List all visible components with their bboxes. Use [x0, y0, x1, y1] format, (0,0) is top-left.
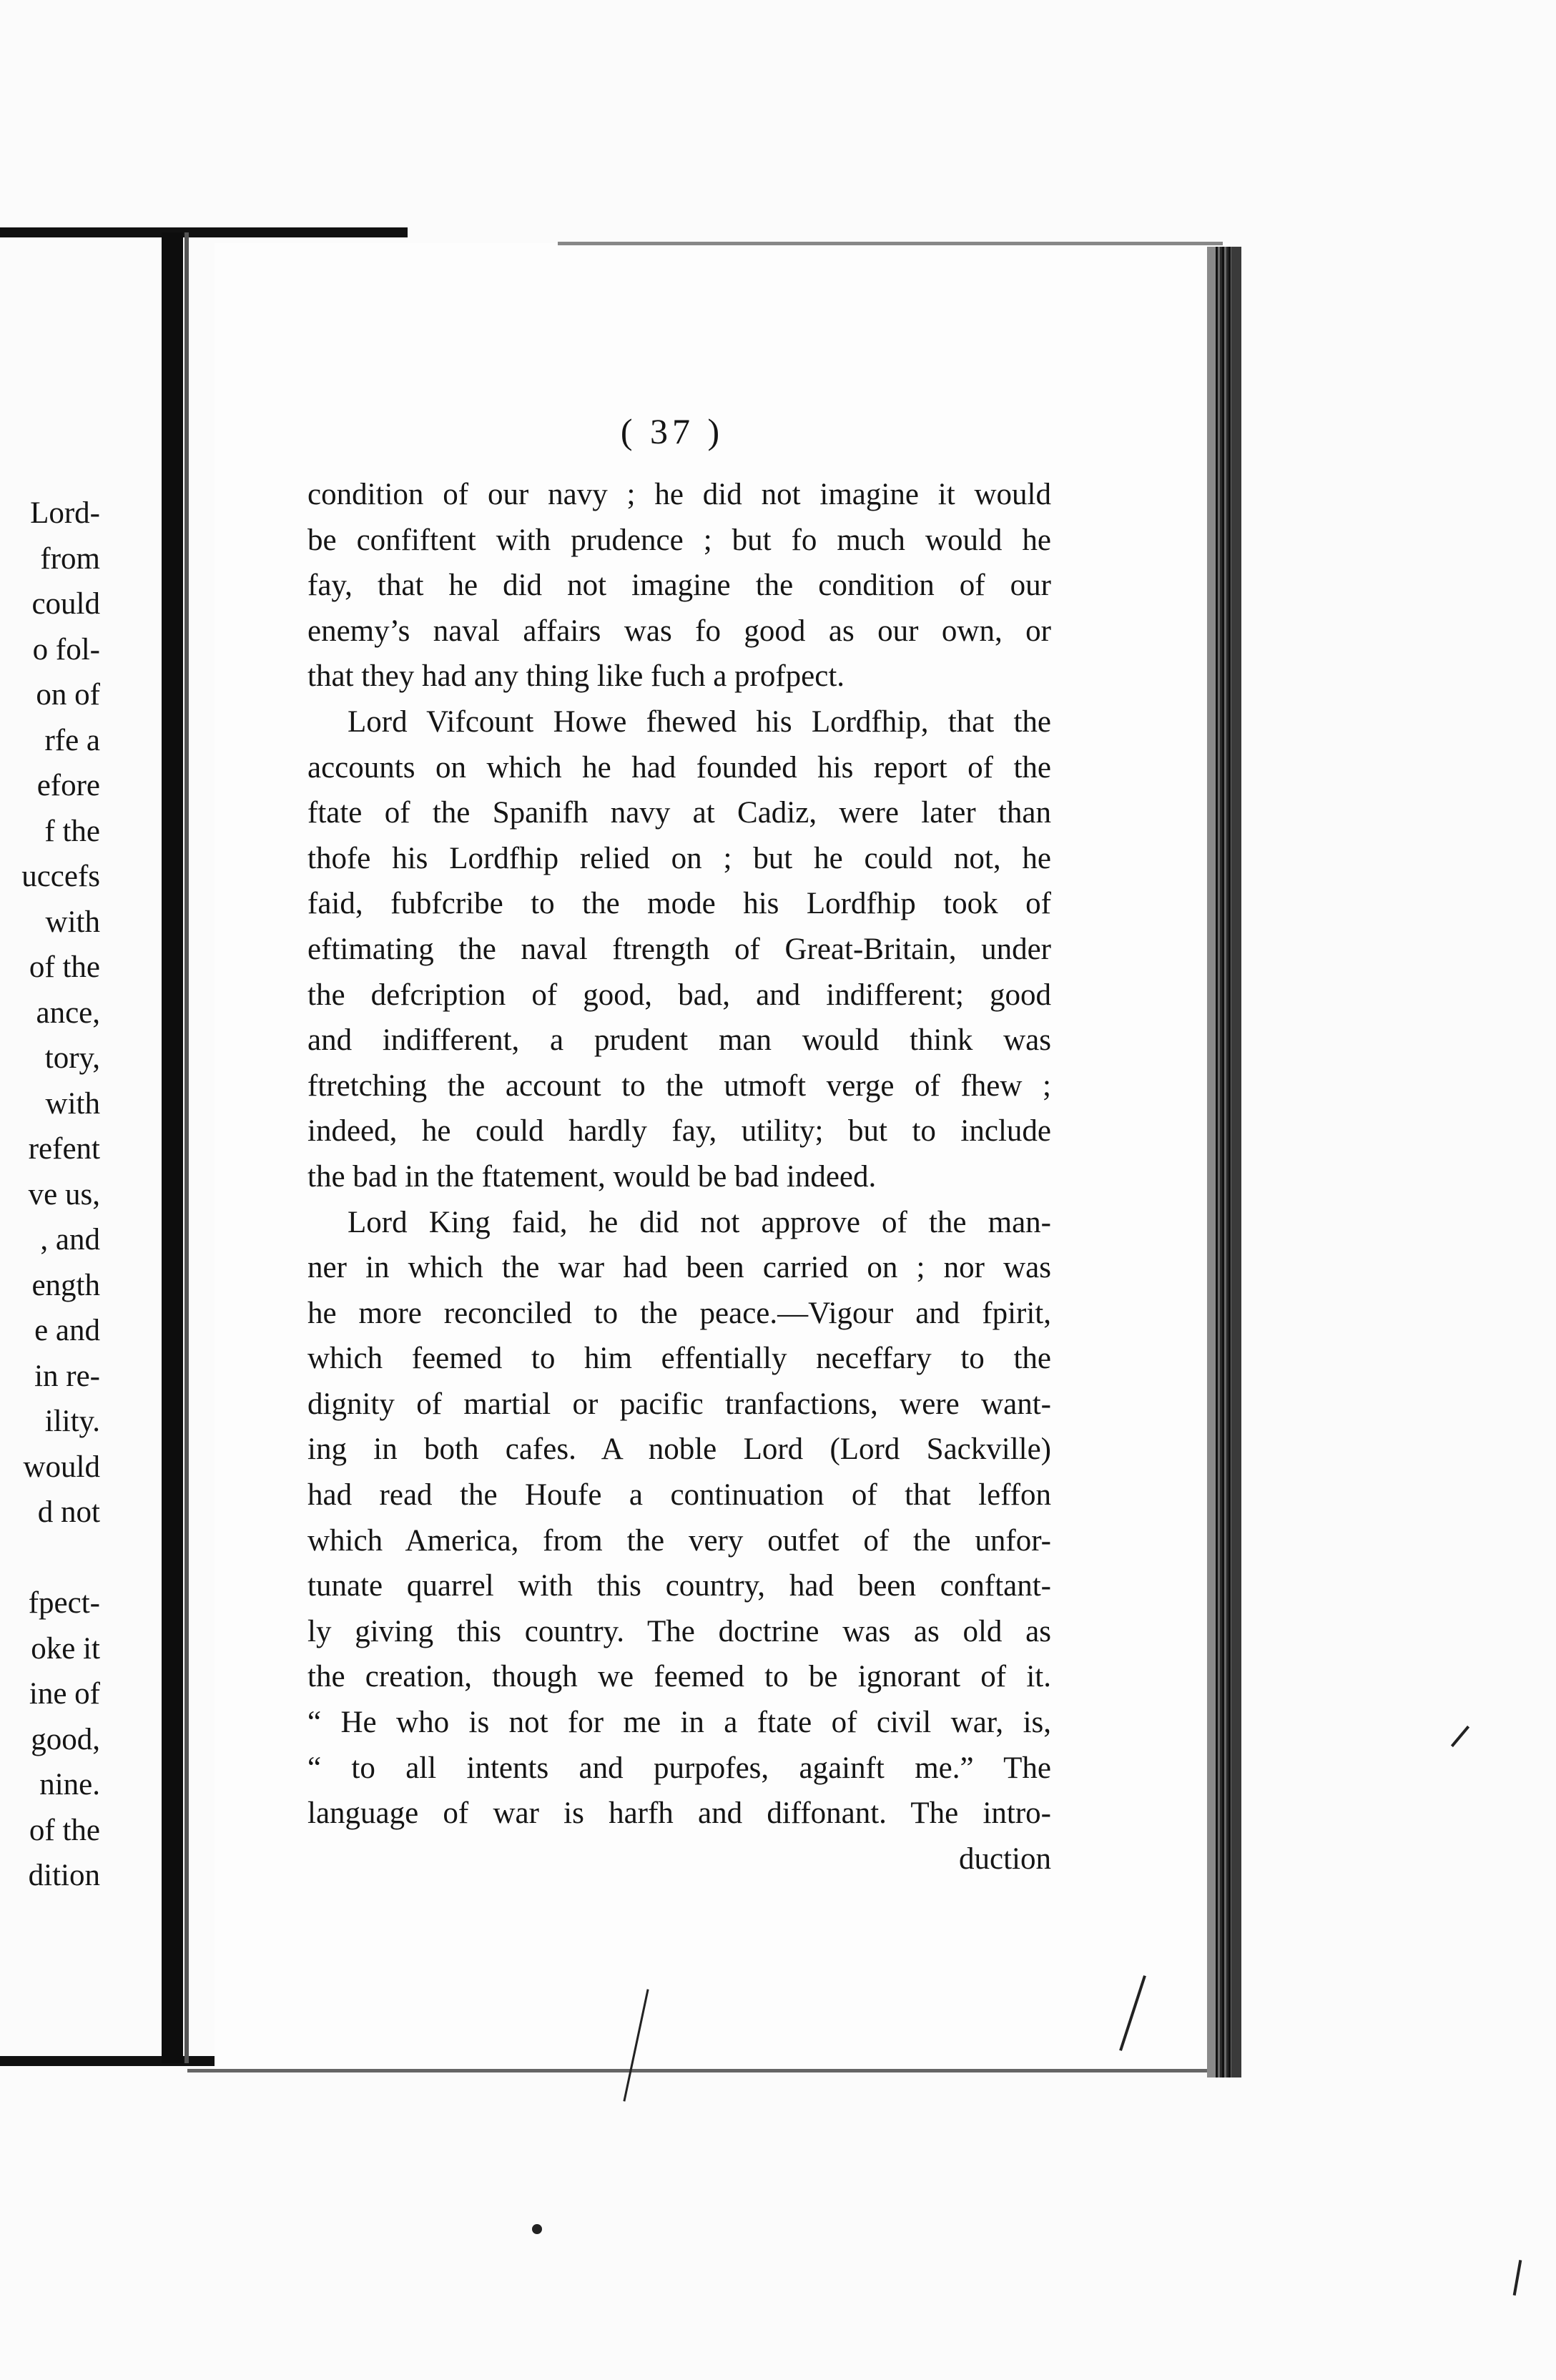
text-line: indeed, he could hardly fay, utility; but to include: [307, 1114, 1051, 1149]
left-line: dition: [28, 1859, 100, 1892]
left-line: oke it: [31, 1632, 100, 1666]
text-line: which feemed to him effentially neceffary to the: [307, 1342, 1051, 1376]
left-line: with: [45, 905, 100, 939]
right-page-top-rule: [558, 242, 1223, 245]
text-line: dignity of martial or pacific tranfactions, were want-: [307, 1387, 1051, 1421]
text-line: “ He who is not for me in a ftate of civil war, is,: [307, 1706, 1051, 1740]
left-line: efore: [36, 769, 100, 802]
left-line: good,: [31, 1723, 100, 1756]
left-line: ve us,: [28, 1178, 100, 1211]
text-line: ner in which the war had been carried on ; nor was: [307, 1251, 1051, 1285]
text-line: the defcription of good, bad, and indifferent; good: [307, 978, 1051, 1012]
left-page-top-rule: [0, 227, 408, 237]
scan-speck: [532, 2224, 542, 2234]
scan-stroke: [1451, 1726, 1469, 1747]
left-line: ance,: [36, 996, 100, 1030]
catchword: duction: [959, 1841, 1051, 1876]
page-edge-shadow: [1231, 247, 1241, 2077]
text-line: ftate of the Spanifh navy at Cadiz, were later than: [307, 796, 1051, 830]
text-line: and indifferent, a prudent man would think was: [307, 1023, 1051, 1058]
left-line: , and: [40, 1223, 100, 1257]
text-line: he more reconciled to the peace.—Vigour and fpirit,: [307, 1296, 1051, 1330]
left-line: d not: [37, 1495, 100, 1529]
left-line: could: [31, 587, 100, 621]
left-line: ine of: [29, 1677, 100, 1711]
left-line: Lord-: [30, 496, 100, 530]
left-line: o fol-: [32, 633, 100, 667]
left-line: refent: [28, 1132, 100, 1166]
right-page-bottom-rule: [187, 2069, 1231, 2072]
left-line: tory,: [44, 1041, 100, 1075]
left-line: from: [40, 542, 100, 576]
left-line: ility.: [44, 1405, 100, 1438]
text-line: accounts on which he had founded his report of the: [307, 750, 1051, 785]
text-line: faid, fubfcribe to the mode his Lordfhip took of: [307, 887, 1051, 921]
text-line: that they had any thing like fuch a profpect.: [307, 659, 845, 694]
page-edge: [1207, 247, 1216, 2077]
left-line: in re-: [34, 1359, 100, 1393]
text-line: condition of our navy ; he did not imagine it would: [307, 478, 1051, 511]
left-line: of the: [29, 950, 100, 984]
book-spine: [162, 232, 183, 2063]
left-line: on of: [36, 678, 100, 712]
text-line: ly giving this country. The doctrine was as old as: [307, 1614, 1051, 1648]
left-page-fragment: [0, 443, 100, 1931]
text-line: Lord King faid, he did not approve of the man-: [348, 1205, 1051, 1239]
page-edge-stack: [1216, 247, 1231, 2077]
page-number: ( 37 ): [620, 411, 724, 451]
left-line: with: [45, 1087, 100, 1121]
left-line: nine.: [39, 1768, 100, 1801]
left-line: fpect-: [28, 1586, 100, 1620]
scan-stroke: [1513, 2260, 1522, 2296]
text-line: ftretching the account to the utmoft verge of fhew ;: [307, 1068, 1051, 1103]
text-line: thofe his Lordfhip relied on ; but he could not, he: [307, 841, 1051, 875]
text-line: the creation, though we feemed to be ignorant of it.: [307, 1660, 1051, 1694]
left-line: rfe a: [44, 724, 100, 757]
text-line: fay, that he did not imagine the condition of our: [307, 569, 1051, 603]
text-line: enemy’s naval affairs was fo good as our own, or: [307, 614, 1051, 648]
left-line: of the: [29, 1814, 100, 1847]
text-line: the bad in the ftatement, would be bad indeed.: [307, 1159, 877, 1194]
text-line: had read the Houfe a continuation of that leffon: [307, 1478, 1051, 1513]
text-line: ing in both cafes. A noble Lord (Lord Sackville): [307, 1432, 1051, 1467]
text-line: language of war is harfh and diffonant. The intro-: [307, 1796, 1051, 1831]
left-line: e and: [34, 1314, 100, 1347]
body-text: [307, 472, 1051, 1882]
text-line: “ to all intents and purpofes, againft me.” The: [307, 1751, 1051, 1785]
text-line: tunate quarrel with this country, had been conftant-: [307, 1569, 1051, 1603]
left-line: would: [23, 1450, 100, 1484]
left-line: uccefs: [21, 860, 100, 893]
text-line: eftimating the naval ftrength of Great-Britain, under: [307, 932, 1051, 966]
text-line: Lord Vifcount Howe fhewed his Lordfhip, that the: [348, 704, 1051, 739]
left-line: ength: [31, 1269, 100, 1302]
left-line: f the: [44, 815, 100, 848]
text-line: be confiftent with prudence ; but fo much would he: [307, 523, 1051, 557]
book-spine-edge: [184, 232, 189, 2063]
text-line: which America, from the very outfet of the unfor-: [307, 1523, 1051, 1558]
